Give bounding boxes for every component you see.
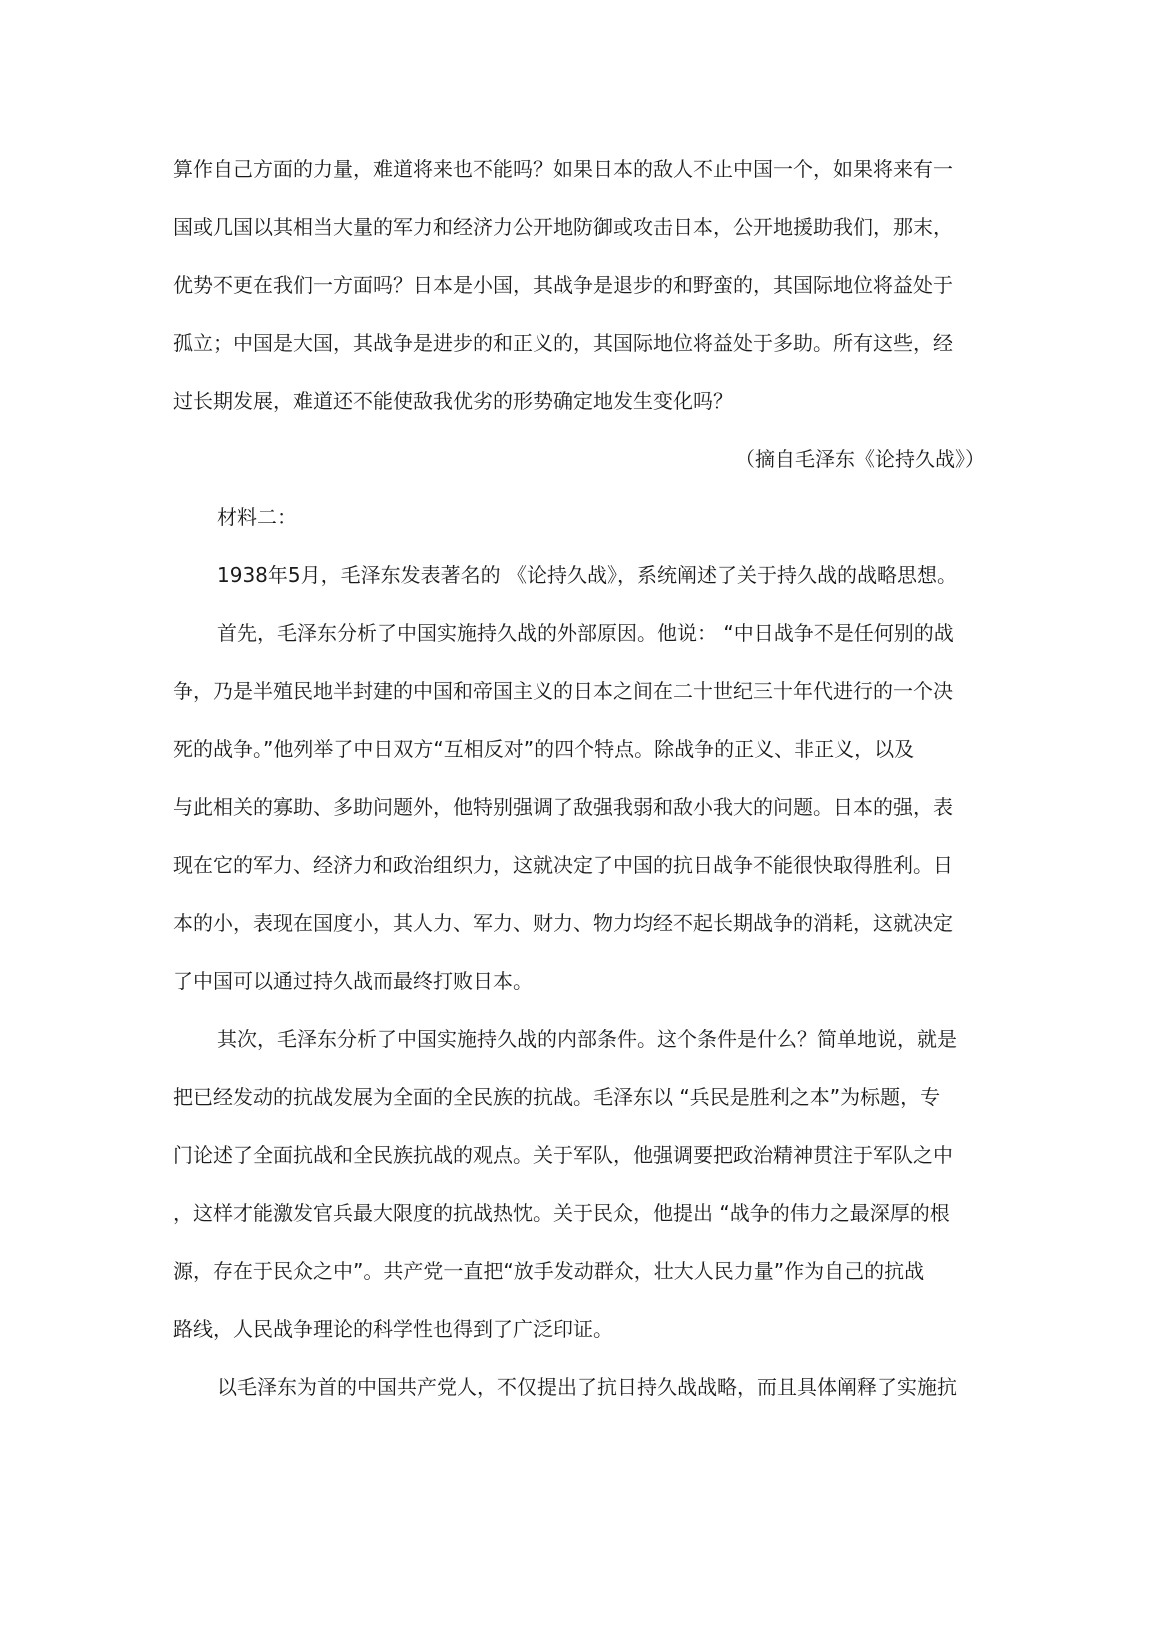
text-line: 孤立；中国是大国，其战争是进步的和正义的，其国际地位将益处于多助。所有这些，经 <box>173 331 953 355</box>
text-line: 本的小，表现在国度小，其人力、军力、财力、物力均经不起长期战争的消耗，这就决定 <box>173 911 953 935</box>
text-line: ，这样才能激发官兵最大限度的抗战热忱。关于民众，他提出 “战争的伟力之最深厚的根 <box>173 1201 950 1225</box>
text-line: 门论述了全面抗战和全民族抗战的观点。关于军队，他强调要把政治精神贯注于军队之中 <box>173 1143 953 1167</box>
text-line: 与此相关的寡助、多助问题外，他特别强调了敌强我弱和敌小我大的问题。日本的强，表 <box>173 795 953 819</box>
text-line: 现在它的军力、经济力和政治组织力，这就决定了中国的抗日战争不能很快取得胜利。日 <box>173 853 953 877</box>
text-line: 源，存在于民众之中”。共产党一直把“放手发动群众，壮大人民力量”作为自己的抗战 <box>173 1259 925 1283</box>
text-line: 其次，毛泽东分析了中国实施持久战的内部条件。这个条件是什么？简单地说，就是 <box>217 1027 957 1051</box>
section-heading: 材料二： <box>217 505 297 529</box>
text-line: 把已经发动的抗战发展为全面的全民族的抗战。毛泽东以 “兵民是胜利之本”为标题，专 <box>173 1085 941 1109</box>
text-line: 过长期发展，难道还不能使敌我优劣的形势确定地发生变化吗？ <box>173 389 733 413</box>
text-line: 路线，人民战争理论的科学性也得到了广泛印证。 <box>173 1317 613 1341</box>
text-line: 优势不更在我们一方面吗？日本是小国，其战争是退步的和野蛮的，其国际地位将益处于 <box>173 273 953 297</box>
text-line: 以毛泽东为首的中国共产党人，不仅提出了抗日持久战战略，而且具体阐释了实施抗 <box>217 1375 957 1399</box>
text-line: 争，乃是半殖民地半封建的中国和帝国主义的日本之间在二十世纪三十年代进行的一个决 <box>173 679 953 703</box>
citation: （摘自毛泽东《论持久战》） <box>735 447 985 471</box>
text-line: 死的战争。”他列举了中日双方“互相反对”的四个特点。除战争的正义、非正义，以及 <box>173 737 915 761</box>
text-line: 国或几国以其相当大量的军力和经济力公开地防御或攻击日本，公开地援助我们，那末， <box>173 215 953 239</box>
text-line: 首先，毛泽东分析了中国实施持久战的外部原因。他说： “中日战争不是任何别的战 <box>217 621 954 645</box>
text-line: 了中国可以通过持久战而最终打败日本。 <box>173 969 533 993</box>
text-line: 算作自己方面的力量，难道将来也不能吗？如果日本的敌人不止中国一个，如果将来有一 <box>173 157 953 181</box>
text-line: 1938年5月，毛泽东发表著名的 《论持久战》，系统阐述了关于持久战的战略思想。 <box>217 563 957 587</box>
